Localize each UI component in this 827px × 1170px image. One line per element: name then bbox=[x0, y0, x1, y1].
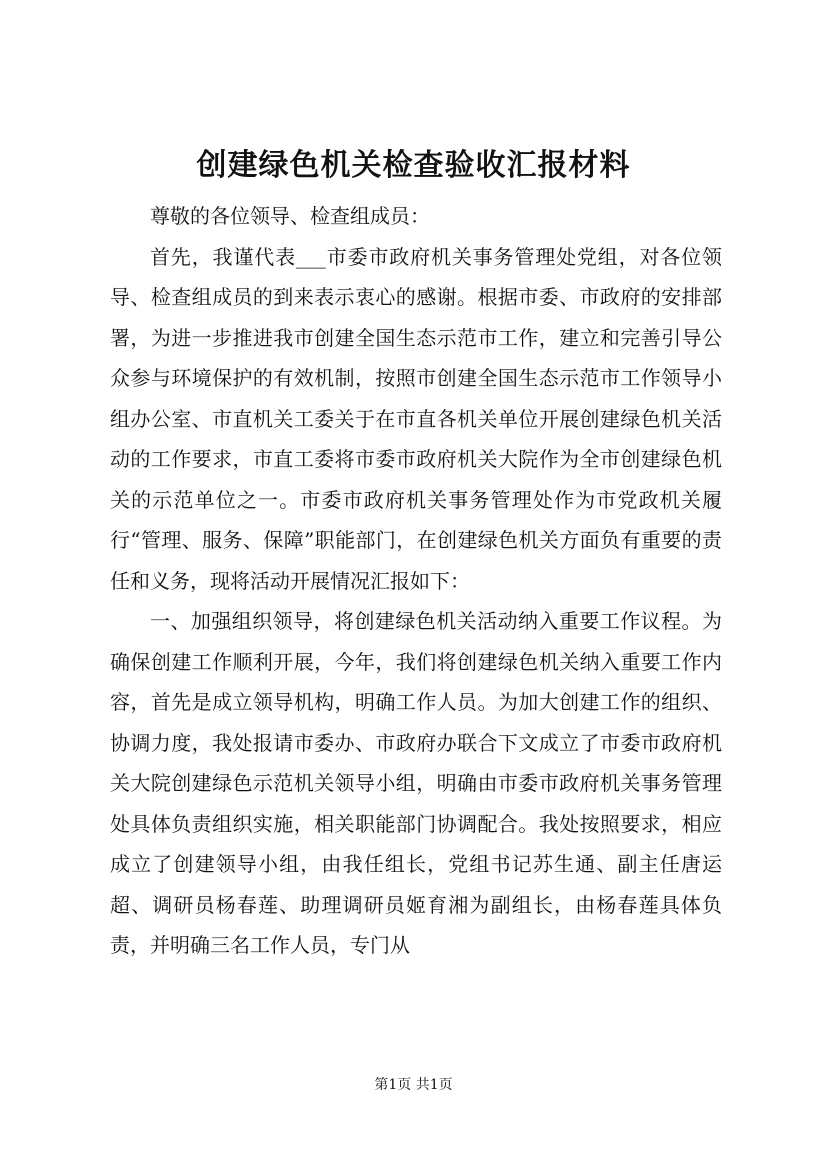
salutation-paragraph: 尊敬的各位领导、检查组成员： bbox=[150, 204, 430, 228]
document-title: 创建绿色机关检查验收汇报材料 bbox=[196, 148, 631, 183]
intro-paragraph: 首先，我谨代表___市委市政府机关事务管理处党组，对各位领导、检查组成员的到来表示衷心的感谢。根据市委、市政府的安排部署，为进一步推进我市创建全国生态示范市工作，建立和完善引导公众参与环境保护的有效机制，按照市创建全国生态示范市工作领导小组办公室、市直机关工委关于在市直各机关单位开展创建绿色机关活动的工作要求，市直工委将市委市政府机关大院作为全市创建绿色机关的示范单位之一。市委市政府机关事务管理处作为市党政机关履行“管理、服务、保障”职能部门，在创建绿色机关方面负有重要的责任和义务，现将活动开展情况汇报如下： bbox=[110, 244, 722, 593]
section-one-paragraph: 一、加强组织领导，将创建绿色机关活动纳入重要工作议程。为确保创建工作顺利开展，今年，我们将创建绿色机关纳入重要工作内容，首先是成立领导机构，明确工作人员。为加大创建工作的组织、协调力度，我处报请市委办、市政府办联合下文成立了市委市政府机关大院创建绿色示范机关领导小组，明确由市委市政府机关事务管理处具体负责组织实施，相关职能部门协调配合。我处按照要求，相应成立了创建领导小组，由我任组长，党组书记苏生通、副主任唐运超、调研员杨春莲、助理调研员姬育湘为副组长，由杨春莲具体负责，并明确三名工作人员，专门从 bbox=[110, 609, 722, 957]
document-body bbox=[110, 196, 722, 966]
page-footer: 第1页 共1页 bbox=[374, 1077, 453, 1093]
